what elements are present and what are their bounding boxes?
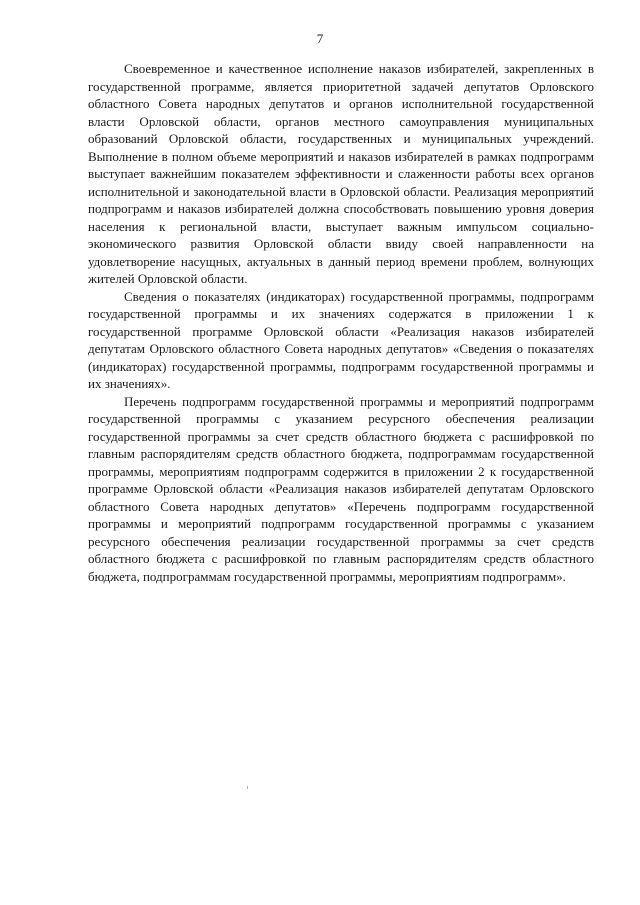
document-body	[88, 60, 594, 585]
scan-artifact	[247, 786, 248, 789]
paragraph-indicators: Сведения о показателях (индикаторах) государственной программы, подпрограмм государственной программы и их значениях содержатся в приложении 1 к государственной программе Орловской области «Реализация наказов избирателей депутатам Орловского областного Совета народных депутатов» «Сведения о показателях (индикаторах) государственной программы, подпрограмм государственной программы и их значениях».	[88, 288, 594, 391]
paragraph-subprograms-list: Перечень подпрограмм государственной программы и мероприятий подпрограмм государственной программы с указанием ресурсного обеспечения реализации государственной программы за счет средств областного бюджета с расшифровкой по главным распорядителям средств областного бюджета, подпрограммам государственной программы, мероприятиям подпрограмм содержится в приложении 2 к государственной программе Орловской области «Реализация наказов избирателей депутатам Орловского областного Совета народных депутатов» «Перечень подпрограмм государственной программы и мероприятий подпрограмм государственной программы с указанием ресурсного обеспечения реализации государственной программы за счет средств областного бюджета с расшифровкой по главным распорядителям средств областного бюджета, подпрограммам государственной программы, мероприятиям подпрограмм».	[88, 393, 594, 584]
page-number: 7	[316, 31, 324, 46]
paragraph-goals: Своевременное и качественное исполнение наказов избирателей, закрепленных в государственной программе, является приоритетной задачей депутатов Орловского областного Совета народных депутатов и органов исполнительной государственной власти Орловской области, органов местного самоуправления муниципальных образований Орловской области, государственных и муниципальных учреждений. Выполнение в полном объеме мероприятий и наказов избирателей в рамках подпрограмм выступает важнейшим показателем эффективности и слаженности работы всех органов исполнительной и законодательной власти в Орловской области. Реализация мероприятий подпрограмм и наказов избирателей должна способствовать повышению уровня доверия населения к региональной власти, выступает важным импульсом социально-экономического развития Орловской области ввиду своей направленности на удовлетворение насущных, актуальных в данный период времени проблем, волнующих жителей Орловской области.	[88, 61, 594, 286]
